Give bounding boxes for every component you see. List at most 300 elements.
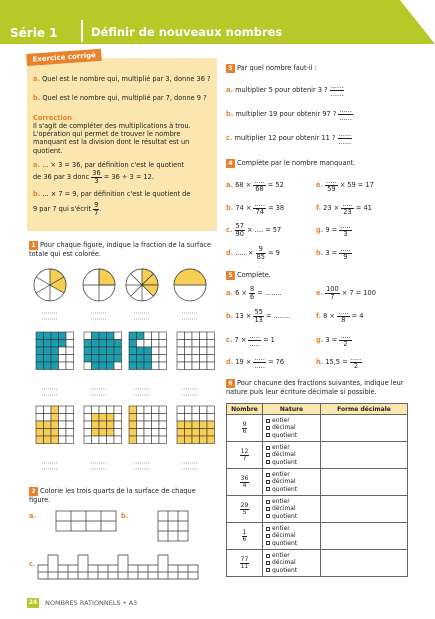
grid-cell — [185, 414, 193, 422]
grid-cell — [185, 436, 193, 444]
grid-cell — [177, 340, 185, 348]
grid-cell — [84, 347, 92, 355]
exercise-4-h: h. 3 = $\frac{.....}{9}$ — [316, 245, 351, 261]
exercise-5-h: h. 15,5 = $\frac{.....}{2}$ — [316, 354, 362, 370]
checkbox-icon[interactable] — [266, 473, 270, 477]
checkbox-icon[interactable] — [266, 433, 270, 437]
checkbox-icon[interactable] — [266, 534, 270, 538]
page-title: Définir de nouveaux nombres — [91, 25, 283, 39]
grid-cell — [44, 421, 52, 429]
answer-a-line2: de 36 par 3 donc $\frac{36}{3}$ = 36 ÷ 3 = 12. — [33, 169, 154, 185]
grid-cell — [66, 362, 74, 370]
exercise-4-b: b. 74 × $\frac{.....}{74}$ = 38 — [226, 200, 285, 216]
fraction-cell: $\frac{12}{7}$ — [227, 442, 263, 469]
nature-cell[interactable] — [263, 469, 321, 496]
grid-cell — [114, 340, 122, 348]
grid-cell — [92, 406, 100, 414]
grid-cell — [59, 421, 67, 429]
exercise-5-d: d. 19 × $\frac{.....}{.....}$ = 76 — [226, 354, 285, 370]
nature-option[interactable]: quotient — [266, 459, 320, 466]
grid-cell — [144, 347, 152, 355]
grid-cell — [159, 429, 167, 437]
nature-option[interactable]: entier — [266, 552, 320, 559]
grid-cell — [107, 355, 115, 363]
grid-cell — [66, 355, 74, 363]
grid-cell — [92, 421, 100, 429]
grid-cell — [152, 355, 160, 363]
grid-cell — [84, 362, 92, 370]
grid-figure-8 — [177, 406, 215, 444]
grid-cell — [207, 421, 215, 429]
grid-cell — [59, 362, 67, 370]
grid-cell — [51, 347, 59, 355]
grid-cell — [192, 429, 200, 437]
grid-figure-2 — [84, 332, 122, 370]
grid-cell — [177, 414, 185, 422]
grid-cell — [107, 362, 115, 370]
grid-cell — [177, 436, 185, 444]
grid-cell — [51, 406, 59, 414]
grid-cell — [200, 429, 208, 437]
nature-cell[interactable] — [263, 550, 321, 577]
correction-text: Il s'agit de compléter des multiplications à trou. L'opération qui permet de trouver le nombre manquant est la division dont le résultat est un quotient. — [33, 122, 191, 155]
grid-cell — [200, 421, 208, 429]
circle-figure-4 — [174, 269, 206, 301]
grid-cell — [144, 436, 152, 444]
grid-cell — [200, 347, 208, 355]
grid-cell — [129, 406, 137, 414]
checkbox-icon[interactable] — [266, 500, 270, 504]
exercise-5-b: b. 13 × $\frac{55}{13}$ = ........ — [226, 308, 291, 324]
grid-cell — [185, 355, 193, 363]
checkbox-icon[interactable] — [266, 480, 270, 484]
grid-figure-6 — [84, 406, 122, 444]
grid-cell — [84, 340, 92, 348]
exercise-4-title: 4 Complète par le nombre manquant. — [226, 159, 355, 168]
grid-cell — [129, 429, 137, 437]
grid-cell — [137, 340, 145, 348]
nature-option[interactable]: décimal — [266, 451, 320, 458]
exercise-4-f: f. 23 × $\frac{.....}{23}$ = 41 — [316, 200, 372, 216]
grid-cell — [137, 429, 145, 437]
grid-cell — [59, 332, 67, 340]
grid-cell — [66, 340, 74, 348]
grid-cell — [177, 362, 185, 370]
nature-option[interactable]: entier — [266, 498, 320, 505]
nature-option[interactable]: décimal — [266, 505, 320, 512]
nature-option[interactable]: quotient — [266, 540, 320, 547]
grid-cell — [99, 332, 107, 340]
grid-cell — [36, 340, 44, 348]
exercise-4-a: a. 68 × $\frac{.....}{68}$ = 52 — [226, 177, 284, 193]
exercise-1-figures — [28, 264, 218, 474]
exercise-2-label-a: a. — [29, 512, 36, 520]
grid-cell — [207, 355, 215, 363]
exercise-4-e: e. $\frac{.....}{59}$ × 59 = 17 — [316, 177, 374, 193]
table-row — [227, 523, 408, 550]
grid-cell — [66, 414, 74, 422]
nature-option[interactable]: entier — [266, 417, 320, 424]
grid-cell — [129, 347, 137, 355]
checkbox-icon[interactable] — [266, 541, 270, 545]
grid-cell — [200, 406, 208, 414]
grid-cell — [107, 340, 115, 348]
grid-cell — [107, 332, 115, 340]
grid-cell — [137, 332, 145, 340]
nature-cell[interactable] — [263, 496, 321, 523]
grid-cell — [59, 347, 67, 355]
grid-cell — [84, 436, 92, 444]
grid-cell — [59, 429, 67, 437]
nature-cell[interactable] — [263, 442, 321, 469]
grid-cell — [66, 421, 74, 429]
nature-option[interactable]: quotient — [266, 513, 320, 520]
exercise-4-c: c. $\frac{57}{90}$ × .... = 57 — [226, 222, 282, 238]
grid-cell — [59, 414, 67, 422]
decimal-cell[interactable] — [321, 469, 408, 496]
correction-title: Correction — [33, 114, 72, 122]
grid-cell — [137, 414, 145, 422]
grid-cell — [107, 421, 115, 429]
grid-cell — [36, 429, 44, 437]
grid-cell — [59, 406, 67, 414]
exercise-4-d: d. ..... × $\frac{9}{85}$ = 9 — [226, 245, 280, 261]
grid-cell — [92, 355, 100, 363]
fraction-cell: $\frac{1}{6}$ — [227, 523, 263, 550]
grid-cell — [159, 421, 167, 429]
grid-cell — [152, 414, 160, 422]
grid-cell — [99, 347, 107, 355]
answer-a-line1: a. ... × 3 = 36, par définition c'est le quotient — [33, 161, 184, 169]
table-row — [227, 469, 408, 496]
grid-cell — [152, 406, 160, 414]
grid-cell — [84, 406, 92, 414]
grid-cell — [114, 355, 122, 363]
grid-cell — [114, 429, 122, 437]
grid-cell — [177, 406, 185, 414]
grid-cell — [159, 355, 167, 363]
grid-cell — [36, 414, 44, 422]
grid-cell — [200, 436, 208, 444]
grid-cell — [44, 436, 52, 444]
circle-figure-2 — [83, 269, 115, 301]
grid-cell — [114, 421, 122, 429]
grid-cell — [66, 406, 74, 414]
grid-cell — [177, 421, 185, 429]
exercise-5-c: c. 7 × $\frac{.....}{.....}$ = 1 — [226, 332, 275, 348]
grid-cell — [59, 436, 67, 444]
nature-option[interactable]: quotient — [266, 567, 320, 574]
header-corner — [400, 0, 435, 44]
circle-figure-3 — [126, 269, 158, 301]
grid-cell — [129, 362, 137, 370]
grid-cell — [192, 347, 200, 355]
grid-cell — [92, 347, 100, 355]
grid-cell — [99, 355, 107, 363]
exercise-6-statement: 6 Pour chacune des fractions suivantes, indique leur nature puis leur écriture décimale si possible. — [226, 379, 404, 396]
nature-option[interactable]: décimal — [266, 559, 320, 566]
grid-cell — [177, 332, 185, 340]
grid-cell — [99, 406, 107, 414]
grid-cell — [144, 332, 152, 340]
grid-cell — [36, 406, 44, 414]
grid-cell — [92, 429, 100, 437]
grid-cell — [84, 414, 92, 422]
grid-cell — [51, 332, 59, 340]
grid-cell — [159, 436, 167, 444]
corrected-exercise-tag: Exercice corrigé — [26, 49, 102, 66]
grid-cell — [192, 362, 200, 370]
grid-cell — [207, 406, 215, 414]
grid-cell — [144, 355, 152, 363]
grid-cell — [66, 347, 74, 355]
grid-cell — [129, 355, 137, 363]
table-row — [227, 442, 408, 469]
grid-cell — [144, 362, 152, 370]
checkbox-icon[interactable] — [266, 453, 270, 457]
grid-cell — [144, 414, 152, 422]
grid-cell — [107, 347, 115, 355]
exercise-3-item-b: b. multiplier 19 pour obtenir 97 ? $\frac{......}{......}$ — [226, 106, 352, 122]
decimal-cell[interactable] — [321, 415, 408, 442]
grid-cell — [137, 436, 145, 444]
grid-cell — [144, 406, 152, 414]
grid-cell — [192, 414, 200, 422]
exercise-3-item-c: c. multiplier 12 pour obtenir 11 ? $\frac{......}{......}$ — [226, 130, 352, 146]
grid-cell — [51, 355, 59, 363]
grid-cell — [152, 340, 160, 348]
grid-cell — [51, 414, 59, 422]
grid-cell — [207, 340, 215, 348]
grid-cell — [144, 340, 152, 348]
nature-option[interactable]: quotient — [266, 486, 320, 493]
answer-b-line1: b. ... × 7 = 9, par définition c'est le quotient de — [33, 190, 191, 198]
grid-cell — [66, 429, 74, 437]
grid-cell — [185, 429, 193, 437]
nature-cell[interactable] — [263, 523, 321, 550]
fraction-cell: $\frac{9}{6}$ — [227, 415, 263, 442]
grid-figure-4 — [177, 332, 215, 370]
grid-cell — [36, 347, 44, 355]
exercise-4-g: g. 9 = $\frac{.....}{3}$ — [316, 222, 351, 238]
checkbox-icon[interactable] — [266, 514, 270, 518]
grid-cell — [192, 436, 200, 444]
grid-figure-3 — [129, 332, 167, 370]
serie-label: Série 1 — [10, 26, 58, 40]
grid-cell — [192, 355, 200, 363]
grid-cell — [159, 406, 167, 414]
grid-cell — [185, 332, 193, 340]
fraction-cell: $\frac{36}{4}$ — [227, 469, 263, 496]
grid-cell — [192, 406, 200, 414]
exercise-2-label-b: b. — [121, 512, 129, 520]
checkbox-icon[interactable] — [266, 446, 270, 450]
grid-cell — [84, 332, 92, 340]
decimal-cell[interactable] — [321, 442, 408, 469]
checkbox-icon[interactable] — [266, 460, 270, 464]
grid-cell — [107, 414, 115, 422]
fraction-cell: $\frac{29}{5}$ — [227, 496, 263, 523]
grid-cell — [92, 332, 100, 340]
nature-option[interactable]: décimal — [266, 424, 320, 431]
col-header-nombre: Nombre — [227, 404, 263, 415]
grid-cell — [92, 362, 100, 370]
grid-cell — [144, 421, 152, 429]
col-header-nature: Nature — [263, 404, 321, 415]
nature-option[interactable]: quotient — [266, 432, 320, 439]
grid-cell — [44, 355, 52, 363]
grid-cell — [200, 362, 208, 370]
nature-option[interactable]: entier — [266, 525, 320, 532]
grid-cell — [129, 340, 137, 348]
checkbox-icon[interactable] — [266, 487, 270, 491]
nature-option[interactable]: décimal — [266, 478, 320, 485]
decimal-cell[interactable] — [321, 550, 408, 577]
grid-cell — [200, 355, 208, 363]
grid-cell — [185, 421, 193, 429]
grid-cell — [114, 332, 122, 340]
grid-cell — [177, 347, 185, 355]
grid-cell — [92, 436, 100, 444]
grid-cell — [36, 436, 44, 444]
grid-cell — [152, 347, 160, 355]
exercise-5-a: a. 6 × $\frac{8}{6}$ = ........ — [226, 285, 282, 301]
grid-cell — [114, 347, 122, 355]
grid-cell — [44, 406, 52, 414]
grid-cell — [51, 429, 59, 437]
nature-option[interactable]: décimal — [266, 532, 320, 539]
grid-cell — [185, 406, 193, 414]
grid-cell — [59, 355, 67, 363]
checkbox-icon[interactable] — [266, 419, 270, 423]
page-number: 24 — [28, 599, 38, 606]
grid-cell — [36, 362, 44, 370]
grid-cell — [207, 429, 215, 437]
table-row — [227, 550, 408, 577]
exercise-2-statement: 2 Colorie les trois quarts de la surface de chaque figure. — [29, 487, 196, 504]
grid-cell — [137, 421, 145, 429]
grid-cell — [51, 362, 59, 370]
grid-cell — [59, 340, 67, 348]
grid-cell — [177, 429, 185, 437]
grid-cell — [159, 340, 167, 348]
grid-cell — [159, 362, 167, 370]
answer-b-line2: 9 par 7 qui s'écrit $\frac{9}{7}$ . — [33, 201, 102, 217]
grid-cell — [207, 436, 215, 444]
grid-cell — [129, 436, 137, 444]
fraction-cell: $\frac{77}{11}$ — [227, 550, 263, 577]
grid-cell — [159, 332, 167, 340]
decimal-cell[interactable] — [321, 496, 408, 523]
exercise-1-statement: 1 Pour chaque figure, indique la fraction de la surface totale qui est colorée. — [29, 241, 212, 258]
exercise-3-title: 3 Par quel nombre faut-il : — [226, 64, 317, 73]
grid-cell — [192, 421, 200, 429]
grid-cell — [92, 340, 100, 348]
grid-cell — [114, 362, 122, 370]
grid-cell — [44, 362, 52, 370]
checkbox-icon[interactable] — [266, 527, 270, 531]
grid-cell — [137, 362, 145, 370]
question-a: a. Quel est le nombre qui, multiplié par 3, donne 36 ? — [33, 75, 211, 83]
grid-cell — [51, 436, 59, 444]
grid-cell — [107, 429, 115, 437]
grid-cell — [129, 421, 137, 429]
grid-cell — [44, 347, 52, 355]
grid-figure-7 — [129, 406, 167, 444]
exercise-2-label-c: c. — [29, 560, 36, 568]
grid-cell — [114, 436, 122, 444]
grid-cell — [207, 362, 215, 370]
checkbox-icon[interactable] — [266, 426, 270, 430]
nature-option[interactable]: entier — [266, 444, 320, 451]
grid-cell — [99, 414, 107, 422]
grid-cell — [36, 355, 44, 363]
circle-figure-1 — [34, 269, 66, 301]
grid-cell — [207, 414, 215, 422]
grid-cell — [152, 429, 160, 437]
grid-cell — [177, 355, 185, 363]
col-header-forme: Forme décimale — [321, 404, 408, 415]
nature-option[interactable]: entier — [266, 471, 320, 478]
grid-cell — [129, 332, 137, 340]
grid-cell — [200, 340, 208, 348]
question-b: b. Quel est le nombre qui, multiplié par 7, donne 9 ? — [33, 94, 207, 102]
grid-cell — [44, 340, 52, 348]
decimal-cell[interactable] — [321, 523, 408, 550]
grid-cell — [129, 414, 137, 422]
checkbox-icon[interactable] — [266, 568, 270, 572]
grid-cell — [152, 421, 160, 429]
grid-cell — [99, 362, 107, 370]
exercise-5-e: e. $\frac{100}{7}$ × 7 = 100 — [316, 285, 376, 301]
exercise-5-title: 5 Complète. — [226, 271, 271, 280]
grid-cell — [144, 429, 152, 437]
exercise-6-table — [226, 403, 408, 577]
grid-cell — [51, 421, 59, 429]
grid-cell — [44, 429, 52, 437]
grid-cell — [84, 421, 92, 429]
grid-cell — [44, 414, 52, 422]
grid-cell — [207, 332, 215, 340]
exercise-2-figures[interactable] — [28, 505, 218, 585]
grid-cell — [99, 340, 107, 348]
grid-cell — [92, 414, 100, 422]
grid-cell — [36, 332, 44, 340]
grid-cell — [192, 340, 200, 348]
grid-cell — [159, 414, 167, 422]
grid-cell — [185, 347, 193, 355]
footer-text: NOMBRES RATIONNELS • A3 — [45, 599, 138, 607]
exercise-5-g: g. 3 = $\frac{.....}{2}$ — [316, 332, 351, 348]
checkbox-icon[interactable] — [266, 507, 270, 511]
checkbox-icon[interactable] — [266, 554, 270, 558]
grid-cell — [84, 355, 92, 363]
grid-cell — [99, 429, 107, 437]
grid-cell — [207, 347, 215, 355]
checkbox-icon[interactable] — [266, 561, 270, 565]
exercise-5-f: f. 8 × $\frac{.....}{8}$ = 4 — [316, 308, 364, 324]
grid-cell — [66, 436, 74, 444]
grid-cell — [152, 436, 160, 444]
exercise-3-item-a: a. multiplier 5 pour obtenir 3 ? $\frac{......}{......}$ — [226, 82, 344, 98]
nature-cell[interactable] — [263, 415, 321, 442]
grid-cell — [44, 332, 52, 340]
grid-cell — [84, 429, 92, 437]
grid-figure-5 — [36, 406, 74, 444]
grid-cell — [152, 362, 160, 370]
grid-cell — [114, 414, 122, 422]
grid-cell — [200, 332, 208, 340]
